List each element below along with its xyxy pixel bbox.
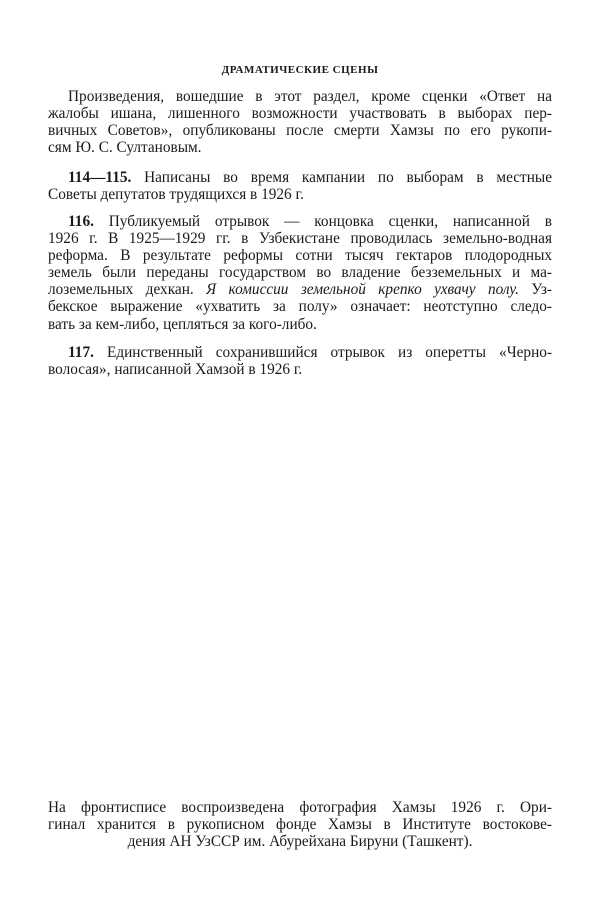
note-117: [48, 344, 552, 378]
note-number: 114—115.: [68, 169, 132, 186]
text-line: [48, 169, 552, 186]
text-line: реформа. В результате реформы сотни тысяч гектаров плодородных: [48, 247, 552, 265]
note-text: Написаны во время кампании по выборам в местные: [131, 169, 552, 186]
text-line: гинал хранится в рукописном фонде Хамзы в Институте востокове-: [48, 816, 552, 834]
note-number: 116.: [68, 213, 94, 230]
text-line: Произведения, вошедшие в этот раздел, кроме сценки «Ответ на: [68, 88, 552, 105]
note-text: Публикуемый отрывок — концовка сценки, написанной в: [93, 213, 552, 230]
note-114-115: [48, 169, 552, 203]
text-line: [48, 213, 552, 230]
frontispiece-note: [48, 799, 552, 850]
note-number: 117.: [68, 344, 94, 361]
text-line: [48, 344, 552, 361]
text-line: вать за кем-либо, цепляться за кого-либо.: [48, 315, 317, 333]
text-line: Советы депутатов трудящихся в 1926 г.: [48, 186, 304, 204]
text-line: 1926 г. В 1925—1929 гг. в Узбекистане проводилась земельно-водная: [48, 230, 552, 248]
intro-paragraph: [48, 88, 552, 156]
note-text: лоземельных дехкан.: [48, 281, 207, 299]
text-line: [48, 281, 552, 298]
text-line: волосая», написанной Хамзой в 1926 г.: [48, 361, 303, 379]
note-text: Единственный сохранившийся отрывок из оперетты «Черно-: [93, 344, 552, 361]
text-line: дения АН УзССР им. Абурейхана Бируни (Ташкент).: [127, 833, 473, 851]
text-line: земель были переданы государством во владение безземельных и ма-: [48, 264, 552, 282]
text-line: На фронтисписе воспроизведена фотография Хамзы 1926 г. Ори-: [48, 799, 552, 816]
running-title: ДРАМАТИЧЕСКИЕ СЦЕНЫ: [221, 64, 379, 76]
text-line: сям Ю. С. Султановым.: [48, 139, 202, 157]
text-line: жалобы ишана, лишенного возможности участвовать в выборах пер-: [48, 105, 552, 123]
quote-italic: Я комиссии земельной крепко ухвачу полу.: [206, 281, 519, 299]
note-116: [48, 213, 552, 333]
text-line: вичных Советов», опубликованы после смерти Хамзы по его рукопи-: [48, 122, 552, 140]
text-line: бекское выражение «ухватить за полу» означает: неотступно следо-: [48, 298, 552, 316]
note-text: Уз-: [518, 281, 552, 299]
